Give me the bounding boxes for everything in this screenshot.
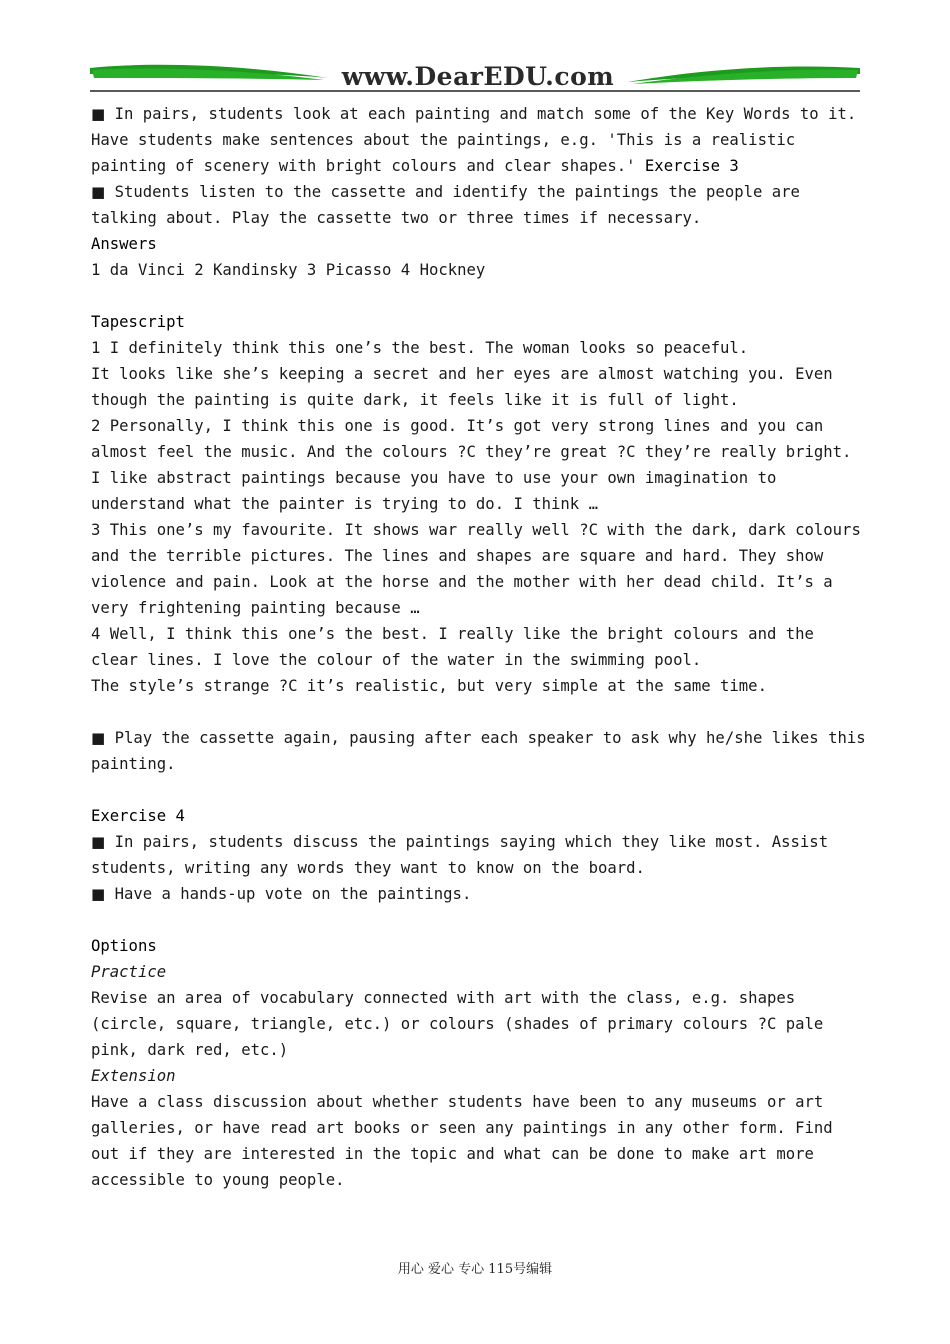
extension-text: Have a class discussion about whether students have been to any museums or art galleries, or have read art books or seen any paintings in any other form. Find out if they are interested in the topic and what can be done to make art more accessible to young people. bbox=[91, 1093, 833, 1189]
tapescript-heading: Tapescript bbox=[91, 313, 185, 331]
tapescript-speaker4-line1: 4 Well, I think this one’s the best. I really like the bright colours and the clear lines. I love the colour of the water in the swimming pool. bbox=[91, 625, 814, 669]
exercise3-text: Students listen to the cassette and identify the paintings the people are talking about. Play the cassette two or three times if necessary. bbox=[91, 183, 800, 227]
exercise4-heading: Exercise 4 bbox=[91, 807, 185, 825]
answers-list: 1 da Vinci 2 Kandinsky 3 Picasso 4 Hockney bbox=[91, 261, 486, 279]
tapescript-speaker2: 2 Personally, I think this one is good. It’s got very strong lines and you can almost feel the music. And the colours ?C they’re great ?C they’re really bright. I like abstract paintings because you have to use your own imagination to understand what the painter is trying to do. I think … bbox=[91, 417, 852, 513]
square-bullet-icon: ■ bbox=[91, 729, 106, 747]
practice-subheading: Practice bbox=[91, 963, 167, 981]
site-logo-text: www.DearEDU.com bbox=[341, 62, 615, 91]
answers-heading: Answers bbox=[91, 235, 157, 253]
extension-subheading: Extension bbox=[91, 1067, 176, 1085]
tapescript-speaker1-line2: It looks like she’s keeping a secret and her eyes are almost watching you. Even though the painting is quite dark, it feels like it is full of light. bbox=[91, 365, 833, 409]
exercise2-instruction bbox=[91, 101, 866, 179]
exercise4-instruction1 bbox=[91, 829, 866, 881]
exercise3-heading: Exercise 3 bbox=[644, 157, 739, 175]
square-bullet-icon: ■ bbox=[91, 105, 106, 123]
replay-text: Play the cassette again, pausing after each speaker to ask why he/she likes this painting. bbox=[91, 729, 866, 773]
exercise4-text2: Have a hands-up vote on the paintings. bbox=[114, 885, 472, 903]
tapescript-speaker1-line1: 1 I definitely think this one’s the best. The woman looks so peaceful. bbox=[91, 339, 749, 357]
options-heading: Options bbox=[91, 937, 157, 955]
exercise3-instruction bbox=[91, 179, 866, 231]
exercise4-instruction2 bbox=[91, 881, 866, 907]
tapescript-speaker3: 3 This one’s my favourite. It shows war really well ?C with the dark, dark colours and the terrible pictures. The lines and shapes are square and hard. They show violence and pain. Look at the horse and the mother with her dead child. It’s a very frightening painting because … bbox=[91, 521, 861, 617]
replay-instruction bbox=[91, 725, 866, 777]
exercise4-text1: In pairs, students discuss the paintings saying which they like most. Assist students, writing any words they want to know on the board. bbox=[91, 833, 829, 877]
exercise2-text: In pairs, students look at each painting and match some of the Key Words to it. Have students make sentences about the paintings, e.g. 'This is a realistic painting of scenery with bright colours and clear shapes.' bbox=[91, 105, 857, 175]
square-bullet-icon: ■ bbox=[91, 183, 106, 201]
document-body bbox=[91, 101, 866, 1193]
square-bullet-icon: ■ bbox=[91, 885, 106, 903]
page-footer: 用心 爱心 专心 115号编辑 bbox=[397, 1262, 553, 1277]
page-header bbox=[88, 60, 862, 96]
practice-text: Revise an area of vocabulary connected with art with the class, e.g. shapes (circle, square, triangle, etc.) or colours (shades of primary colours ?C pale pink, dark red, etc.) bbox=[91, 989, 824, 1059]
square-bullet-icon: ■ bbox=[91, 833, 106, 851]
tapescript-speaker4-line2: The style’s strange ?C it’s realistic, but very simple at the same time. bbox=[91, 677, 767, 695]
